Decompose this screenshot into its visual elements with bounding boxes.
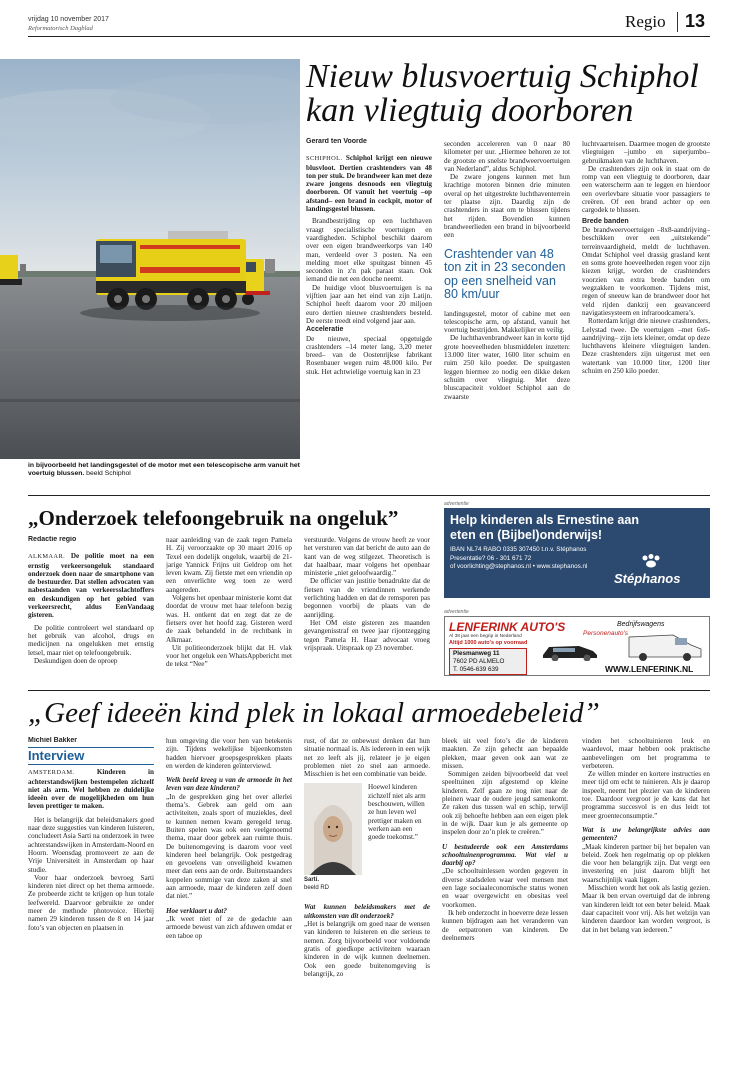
photo-credit-rd: beeld RD [304, 884, 330, 891]
article3-para: Sommigen zeiden bijvoorbeeld dat veel speeltuinen zijn afgestemd op kleine kinderen. Zelf gaan ze nog niet naar de pleinen waar de oudere jeugd samenkomt. Ze raken dus tussen wal en schip, terwijl ook zij behoefte hebben aan een eigen plek in de wijk. Daar kun je als gemeente op inspelen door zo’n plek te creëren.” [442, 770, 568, 837]
article3-question: Wat kunnen beleidsmakers met de uitkomsten van dit onderzoek? [304, 903, 430, 920]
article3-para: „De schooltuinlessen worden gegeven in diverse stadsdelen waar veel mensen met een lage sociaaleconomische status wonen en waar overgewicht en obesitas veel voorkomen. [442, 867, 568, 909]
article1-para: luchtvaarteisen. Daarmee mogen de grootste vliegtuigen –jumbo en superjumbo– gebruikmaken van de luchthaven. [582, 140, 710, 165]
crashtender-photo [0, 59, 300, 459]
article2-col2 [166, 536, 292, 676]
section-name: Regio [625, 12, 666, 31]
article3-para: vinden het schooltuinieren leuk en waardevol, maar hebben ook praktische aanbevelingen om het programma te verbeteren. [582, 737, 710, 770]
article2-para: De officier van justitie benadrukte dat de fietsen van de vriendinnen werkende verlichting hadden en dat de remsporen pas begonnen voorbij de plaats van de aanrijding. [304, 577, 430, 619]
article2-col1 [28, 536, 154, 676]
article1-para: De brandweervoertuigen –8x8-aandrijving– beschikken over een „uitstekende” terreinvaardigheid, meldt de luchthaven. Omdat Schiphol veel drassig grasland kent en soms grote hoeveelheden regen voor zijn kiezen krijgt, worden de crashtenders voorzien van extra brede banden om wegzakken te voorkomen. Tijdens mist, regen of sneeuw kan de brandweer door het veld rijden dankzij een geavanceerd navigatiesysteem en infraroodcamera’s. [582, 225, 710, 317]
article1-dateline: SCHIPHOL. [306, 155, 343, 163]
article3-col3 [304, 737, 430, 1057]
article3-para: Het is belangrijk dat beleidsmakers goed naar deze suggesties van kinderen luisteren, concludeert Asia Sarti na onderzoek in twee achterstandswijken in Amsterdam-Noord en Hoorn. Woensdag promoveert ze aan de Vrije Universiteit in Amsterdam op haar studie. [28, 815, 154, 874]
article3-col1 [28, 737, 154, 1057]
photo-caption-text: in bijvoorbeeld het landingsgestel of de motor met een telescopische arm vanuit het voertuig blussen. [28, 462, 300, 478]
lenferink-ad[interactable] [444, 616, 710, 676]
article1-para: Rotterdam krijgt drie nieuwe crashtenders, Lelystad twee. De voertuigen –met 6x6-aandrijving– zijn iets kleiner, omdat op deze luchthavens kleinere vliegtuigen landen. Deze crashtenders zijn uitgerust met een watertank van 10.000 liter, 1200 liter schuim en 250 kilo poeder. [582, 317, 710, 376]
article3-dateline: AMSTERDAM. [28, 769, 75, 777]
article3-para: „In de gesprekken ging het over allerlei thema’s. Gebrek aan geld om aan activiteiten, zoals sport of muziekles, deel te kunnen nemen kwam geregeld terug. Buiten spelen was ook een veelgenoemd thema, maar door gebrek aan ruimte thuis. De buitenomgeving is daarom voor veel kinderen heel belangrijk. Ook pestgedrag en gevoelens van onveiligheid kwamen meer dan eens aan de orde. Buitenstaanders koppelen sommige van deze zaken al snel aan armoede, maar de kinderen zelf doen dat niet.” [166, 792, 292, 901]
stephanos-ad[interactable] [444, 508, 710, 598]
article3-para: Ze willen minder en kortere instructies en meer tijd om echt te tuinieren. Als je daarop inspeelt, neemt het plezier van de kinderen toe. Daardoor vergroot je de kans dat het programma succesvol is en dus leidt tot meer groenteconsumptie.” [582, 770, 710, 820]
article3-lead: Kinderen in achterstandswijken bestempelen zichzelf niet als arm. Wel hebben ze duidelijke ideeën over de mogelijkheden om hun leven prettiger te maken. [28, 768, 154, 811]
paw-icon-svg [640, 554, 662, 568]
article3-para: rust, of dat ze onbewust denken dat hun situatie normaal is. Als iedereen in een wijk net zo leeft als jij, relateer je je eigen problemen niet zo snel aan armoede. Misschien is het een combinatie van beide. [304, 737, 430, 779]
article1-subhead-acceleratie: Acceleratie [306, 326, 344, 334]
header-divider [677, 12, 678, 32]
header-rule [28, 36, 710, 37]
ad2-tagline: Al 38 jaar een begrip in Nederland [449, 634, 522, 639]
ad1-phone: Presentatie? 06 - 301 671 72 [450, 554, 532, 562]
article3-question: Wat is uw belangrijkste advies aan gemeenten? [582, 825, 710, 843]
section-rule-2 [28, 690, 710, 691]
photo-credit: beeld Schiphol [86, 470, 131, 478]
ad2-brand: LENFERINK AUTO'S [449, 620, 566, 634]
article2-para: Deskundigen doen de oproep [34, 656, 118, 665]
sarti-portrait [304, 783, 362, 875]
article3-col2 [166, 737, 292, 1057]
article2-para: naar aanleiding van de zaak tegen Pamela H. Zij veroorzaakte op 30 maart 2016 op Texel een dodelijk ongeluk, waarbij de 21-jarige Yannick Frijns uit Geldrop om het leven kwam. Zij fietste met een vriendin op een onverlichte weg toen ze werd aangereden. [166, 536, 292, 594]
van-icon-svg [621, 631, 707, 663]
article3-question: Hoe verklaart u dat? [166, 906, 227, 915]
photo-caption [28, 462, 300, 478]
article1-para: Brandbestrijding op een luchthaven vraagt specialistische voertuigen en vaardigheden. Schiphol beschikt daarom over een eigen brandweerkorps van 140 man, verdeeld over 3 posten. Na een melding moet elke spuitgast binnen 45 seconden in z'n pak paraat staan. Ook iemand die net een douche neemt. [306, 217, 432, 284]
article2-para: Het OM eiste gisteren zes maanden gevangenisstraf en twee jaar rijontzegging tegen Pamela H. Haar advocaat vroeg vrijspraak. Uitspraak op 23 november. [304, 618, 430, 652]
article2-para: De politie controleert wel standaard op het gebruik van alcohol, drugs en medicijnen na ongelukken met ernstig letsel, maar niet op telefoongebruik. [28, 623, 154, 657]
article1-para: De nieuwe, speciaal opgetuigde crashtenders –14 meter lang, 3,20 meter breed– van de Oostenrijkse fabrikant Rosenbauer wegen ruim 48.000 kilo. Per stuk. Het achtwielige voertuig kan in 23 [306, 334, 432, 376]
article1-para: seconden accelereren van 0 naar 80 kilometer per uur. „Hiermee behoren ze tot de grootste en snelste brandweervoertuigen van Nederland”, aldus Schiphol. [444, 140, 570, 173]
page-number: 13 [685, 11, 706, 31]
ad2-label: advertentie [444, 609, 469, 615]
sarti-portrait-svg [304, 783, 362, 875]
ad1-line2: eten en (Bijbel)onderwijs! [450, 528, 603, 542]
issue-date: vrijdag 10 november 2017 [28, 16, 109, 23]
ad2-address: Plesmanweg 11 [453, 650, 500, 657]
article1-subhead-banden: Brede banden [582, 217, 629, 225]
photo-caption-name: Sarti. [304, 877, 320, 884]
ad1-headline [444, 508, 710, 543]
article3-para: Misschien wordt het ook als lastig gezien. Maar ik ben ervan overtuigd dat de inbreng van kinderen leidt tot een beter beleid. Maak daar capaciteit voor vrij. Als het welzijn van kinderen daardoor kan worden vergroot, is dat in het belang van iedereen.” [582, 884, 710, 934]
ad2-city: 7602 PD ALMELO [453, 658, 505, 665]
ad2-web[interactable]: WWW.LENFERINK.NL [605, 664, 694, 674]
article2-title: „Onderzoek telefoongebruik na ongeluk” [28, 506, 399, 530]
car-icon [539, 639, 601, 661]
article2-para: verstuurde. Volgens de vrouw heeft ze voor het versturen van dat bericht de auto aan de kant van de weg stilgezet. Theoretisch is dat haalbaar, maar volgens het openbaar ministerie „niet geloofwaardig.” [304, 536, 430, 578]
article2-byline: Redactie regio [28, 536, 77, 543]
article3-col4 [442, 737, 568, 1057]
article1-title-line1: Nieuw blusvoertuig Schiphol [306, 58, 699, 95]
article3-para: Ik heb onderzocht in hoeverre deze lessen kunnen bijdragen aan het veranderen van de eetpatronen van kinderen. De deelnemers [442, 908, 568, 942]
article2-para: Volgens het openbaar ministerie komt dat doordat de vrouw met haar telefoon bezig was. H. ontkent dat en zegt dat ze de fietsers over het hoofd zag. Gisteren werd de zaak behandeld in de rechtbank in Alkmaar. [166, 594, 292, 644]
ad2-stock: Altijd 1000 auto's op voorraad [449, 640, 528, 646]
ad2-address-box [449, 648, 527, 675]
ad2-phone: T. 0546-639 639 [453, 666, 499, 673]
article3-para: bleek uit veel foto’s die de kinderen maakten. Ze zijn gehecht aan bepaalde plekken, maar geven ook aan wat ze missen. [442, 737, 568, 770]
van-icon [621, 631, 707, 663]
article3-para: „Maak kinderen partner bij het bepalen van beleid. Zoek hen regelmatig op op plekken die voor hen belangrijk zijn. Dat vergt een investering en juist daarom blijft het waarschijnlijk vaak liggen. [582, 842, 710, 884]
ad1-line1: Help kinderen als Ernestine aan [450, 513, 639, 527]
article3-question: Welk beeld kreeg u van de armoede in het leven van deze kinderen? [166, 776, 292, 793]
article1-para: De zware jongens kunnen met hun krachtige motoren binnen drie minuten overal op het uitgestrekte luchthaventerrein ter plaatse zijn. Daardig zijn de crashtenders in staat om te blussen tijdens het rijden. Bovendien kunnen brandweerlieden een brand in bijvoorbeeld een [444, 173, 570, 240]
interview-label: Interview [28, 747, 154, 765]
article3-para: Hoewel kinderen zichzelf niet als arm beschouwen, willen ze hun leven wel prettiger maken en werken aan een goede toekomst.” [368, 783, 426, 842]
article1-title-line2: kan vliegtuig doorboren [306, 92, 634, 129]
article3-para: Voor haar onderzoek bevroeg Sarti kinderen niet direct op het thema armoede. Ze probeerde zicht te krijgen op hun totale leefwereld. Daarvoor gebruikte ze onder meer de methode photovoice. Hierbij namen 29 kinderen tussen de 8 en 14 jaar foto’s van objecten en plaatsen in [28, 873, 154, 932]
article2-para: Uit politieonderzoek blijkt dat H. vlak voor het ongeluk een WhatsAppbericht met de tekst “Nee” [166, 643, 292, 669]
article1-pullquote: Crashtender van 48 ton zit in 23 seconden op een snelheid van 80 km/uur [444, 246, 566, 302]
article3-title: „Geef ideeën kind plek in lokaal armoedebeleid” [28, 697, 600, 729]
article2-dateline: ALKMAAR. [28, 553, 66, 561]
crashtender-photo-svg [0, 59, 300, 459]
article1-title [306, 60, 716, 128]
ad2-cat2: Personenauto's [583, 630, 628, 637]
car-icon-svg [539, 639, 601, 661]
article3-para: hun omgeving die voor hen van betekenis zijn. Tijdens wekelijkse bijeenkomsten hadden hiervoer groepsgesprekken plaats en werden de kinderen geïnterviewd. [166, 737, 292, 770]
article1-para: landingsgestel, motor of cabine met een telescopische arm, op afstand, vanuit het voertuig bestrijden. Makkelijker en veilig. [444, 309, 570, 335]
article3-photo-wrap [304, 783, 430, 901]
article3-para: „Het is belangrijk om goed naar de wensen van kinderen te luisteren en die serieus te nemen. Zorg bijvoorbeeld voor voldoende gratis of goedkope activiteiten waaraan kinderen in de wijk kunnen deelnemen. Ook een goede buitenomgeving is belangrijk, zo [304, 920, 430, 978]
article3-col5 [582, 737, 710, 1057]
article1-para: De crashtenders zijn ook in staat om de romp van een vliegtuig te doorboren, daar een waterscherm aan te leggen en hierdoor een overlevbare situatie voor passagiers te creëren. Of een brand achter op een cargodek te blussen. [582, 164, 710, 215]
section-rule-1 [28, 495, 710, 496]
paper-name: Reformatorisch Dagblad [28, 25, 93, 32]
ad1-email: of voorlichting@stephanos.nl • www.stephanos.nl [450, 563, 588, 570]
article3-para: „Ik weet niet of ze de gedachte aan armoede bewust van zich afduwen omdat er een taboe op [166, 914, 292, 940]
ad1-iban: IBAN NL74 RABO 0335 307450 t.n.v. Stéphanos [450, 546, 587, 553]
article1-col3 [582, 140, 710, 480]
article1-col1 [306, 138, 432, 476]
article2-lead: De politie moet na een ernstig verkeersongeluk standaard onderzoek doen naar de smartphone van de bestuurder. Dat stellen advocaten van nabestaanden van verkeersslachtoffers en deskundigen op het gebied van verkeersrecht, aldus EenVandaag gisteren. [28, 552, 154, 620]
article1-para: De huidige vloot blusvoertuigen is na vijftien jaar aan het eind van zijn Latijn. Schiphol heeft daarom voor 20 miljoen euro dertien nieuwe crashtenders besteld. De eerste treedt eind volgend jaar aan. [306, 283, 432, 325]
paw-icon [640, 554, 662, 568]
article1-lead: Schiphol krijgt een nieuwe blusvloot. Dertien crashtenders van 48 ton per stuk. De brandweer kan met deze zware jongens desnoods een vliegtuig doorboren. Of vanuit het voertuig –op afstand– een brand in cockpit, motor of landingsgestel blussen. [306, 154, 432, 214]
article3-question: U bestudeerde ook een Amsterdams schooltuinenprogramma. Wat viel u daarbij op? [442, 842, 568, 868]
ad1-brand: Stéphanos [614, 571, 681, 586]
ad1-label: advertentie [444, 501, 469, 507]
ad2-cat1: Bedrijfswagens [617, 621, 665, 628]
article3-photo-caption [304, 877, 362, 892]
article3-byline: Michiel Bakker [28, 737, 78, 744]
article2-col3 [304, 536, 430, 676]
article1-col2 [444, 140, 570, 480]
ad1-details [444, 543, 710, 572]
article1-byline: Gerard ten Voorde [306, 138, 367, 145]
article1-para: De luchthavenbrandweer kan in korte tijd grote hoeveelheden blusmiddelen inzetten: 13.000 liter water, 1600 liter schuim en ruim 250 kilo poeder. De spuitgasten leggen hiermee zo nodig een dikke deken schuim over vliegtuig. Met deze bluscapaciteit voldoet Schiphol aan de zwaarste [444, 334, 570, 401]
